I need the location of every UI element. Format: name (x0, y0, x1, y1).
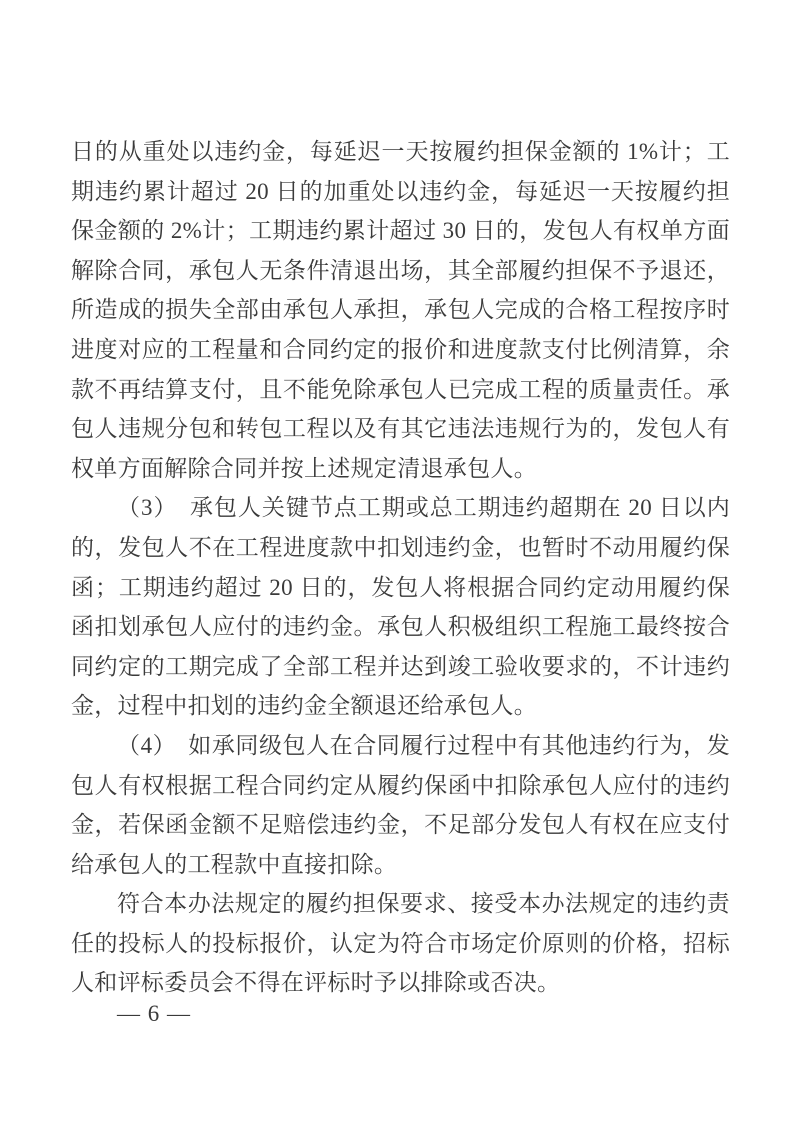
text-line: 保金额的 2%计；工期违约累计超过 30 日的，发包人有权单方面 (71, 218, 730, 244)
paragraph-item-3 (71, 488, 730, 726)
text-line: 权单方面解除合同并按上述规定清退承包人。 (71, 455, 537, 481)
text-line: 期违约累计超过 20 日的加重处以违约金，每延迟一天按履约担 (71, 178, 730, 204)
text-line: 金，过程中扣划的违约金全额退还给承包人。 (71, 693, 537, 719)
text-line: 任的投标人的投标报价，认定为符合市场定价原则的价格，招标 (71, 930, 730, 956)
document-body (71, 132, 730, 1003)
text-line: （4） 如承同级包人在合同履行过程中有其他违约行为，发 (117, 732, 730, 758)
text-line: 包人违规分包和转包工程以及有其它违法违规行为的，发包人有 (71, 416, 730, 442)
text-line: 解除合同，承包人无条件清退出场，其全部履约担保不予退还， (71, 257, 730, 283)
text-line: 函；工期违约超过 20 日的，发包人将根据合同约定动用履约保 (71, 574, 730, 600)
text-line: 进度对应的工程量和合同约定的报价和进度款支付比例清算，余 (71, 336, 730, 362)
text-line: 函扣划承包人应付的违约金。承包人积极组织工程施工最终按合 (71, 614, 730, 640)
paragraph-item-4 (71, 726, 730, 884)
text-line: 同约定的工期完成了全部工程并达到竣工验收要求的，不计违约 (71, 653, 730, 679)
text-line: 所造成的损失全部由承包人承担，承包人完成的合格工程按序时 (71, 297, 730, 323)
text-line: 款不再结算支付，且不能免除承包人已完成工程的质量责任。承 (71, 376, 730, 402)
text-line: （3） 承包人关键节点工期或总工期违约超期在 20 日以内 (117, 495, 730, 521)
paragraph-closing (71, 884, 730, 1003)
text-line: 的，发包人不在工程进度款中扣划违约金，也暂时不动用履约保 (71, 534, 730, 560)
text-line: 包人有权根据工程合同约定从履约保函中扣除承包人应付的违约 (71, 772, 730, 798)
text-line: 金，若保函金额不足赔偿违约金，不足部分发包人有权在应支付 (71, 812, 730, 838)
text-line: 给承包人的工程款中直接扣除。 (71, 851, 398, 877)
text-line: 日的从重处以违约金，每延迟一天按履约担保金额的 1%计；工 (71, 139, 730, 164)
text-line: 符合本办法规定的履约担保要求、接受本办法规定的违约责 (117, 891, 730, 917)
text-line: 人和评标委员会不得在评标时予以排除或否决。 (71, 970, 561, 996)
paragraph (71, 132, 730, 488)
page-number: — 6 — (117, 1001, 191, 1026)
